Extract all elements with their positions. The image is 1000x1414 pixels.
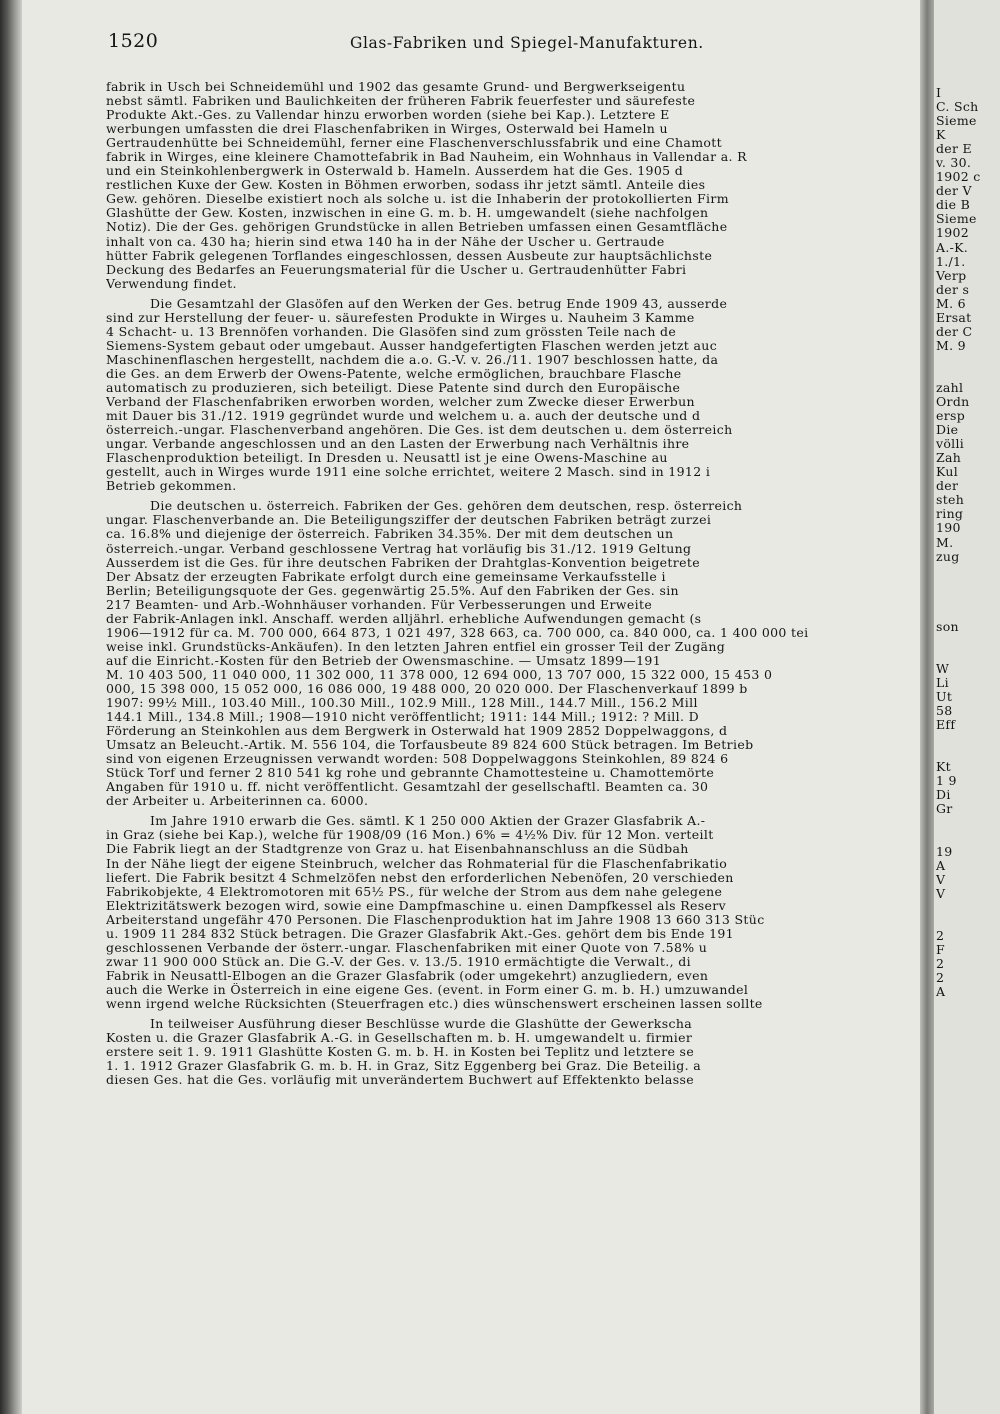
adjacent-page-text: A.-K.: [936, 240, 969, 255]
text-line: Der Absatz der erzeugten Fabrikate erfolgt durch eine gemeinsame Verkaufsstelle i: [106, 569, 666, 584]
paragraph: [106, 814, 926, 1011]
adjacent-page-text: [934, 578, 1000, 592]
text-line: fabrik in Usch bei Schneidemühl und 1902 das gesamte Grund- und Bergwerkseigentu: [106, 80, 686, 94]
adjacent-page-text: [934, 816, 1000, 830]
adjacent-page-text: v. 30.: [936, 156, 972, 171]
text-line: Produkte Akt.-Ges. zu Vallendar hinzu erworben worden (siehe bei Kap.). Letztere E: [106, 108, 670, 123]
text-line: Berlin; Beteiligungsquote der Ges. gegenwärtig 25.5%. Auf den Fabriken der Ges. sin: [106, 583, 679, 598]
adjacent-page-text: 2: [936, 928, 945, 943]
text-line: Fabrikobjekte, 4 Elektromotoren mit 65½ PS., für welche der Strom aus dem nahe gelegene: [106, 884, 723, 899]
adjacent-page-text: F: [936, 942, 945, 957]
page-number: 1520: [108, 30, 159, 52]
adjacent-page-text: der V: [936, 184, 972, 199]
text-line: Förderung an Steinkohlen aus dem Bergwerk in Osterwald hat 1909 2852 Doppelwaggons, d: [106, 724, 728, 739]
text-line: mit Dauer bis 31./12. 1919 gegründet wurde und welchem u. a. auch der deutsche und d: [106, 409, 701, 424]
text-line: und ein Steinkohlenbergwerk in Osterwald b. Hameln. Ausserdem hat die Ges. 1905 d: [106, 164, 684, 179]
page-gutter: [920, 0, 934, 1414]
text-line: der Arbeiter u. Arbeiterinnen ca. 6000.: [106, 794, 369, 809]
text-line: nebst sämtl. Fabriken und Baulichkeiten der früheren Fabrik feuerfester und säurefeste: [106, 94, 696, 109]
adjacent-page-text: K: [936, 128, 946, 143]
adjacent-page-text: ersp: [936, 409, 965, 424]
adjacent-page-text: A: [936, 985, 946, 999]
adjacent-page-text: steh: [936, 493, 965, 508]
adjacent-page-text: W: [936, 661, 950, 676]
text-line: wenn irgend welche Rücksichten (Steuerfragen etc.) dies wünschenswert erscheinen lassen sollte: [106, 997, 763, 1011]
adjacent-page-text: ring: [936, 507, 964, 522]
text-line: Betrieb gekommen.: [106, 479, 237, 494]
text-line: In der Nähe liegt der eigene Steinbruch, welcher das Rohmaterial für die Flaschenfabrikatio: [106, 856, 728, 871]
adjacent-page-text: [934, 915, 1000, 929]
text-line: weise inkl. Grundstücks-Ankäufen). In den letzten Jahren entfiel ein grosser Teil der Zugäng: [106, 639, 726, 654]
text-line: auch die Werke in Österreich in eine eigene Ges. (event. in Form einer G. m. b. H.) umzuwandel: [106, 982, 749, 997]
adjacent-page-text: Sieme: [936, 212, 977, 227]
text-line: Arbeiterstand ungefähr 470 Personen. Die Flaschenproduktion hat im Jahre 1908 13 660 313 Stüc: [106, 912, 765, 927]
adjacent-page-text: Kul: [936, 465, 959, 480]
text-line: fabrik in Wirges, eine kleinere Chamottefabrik in Bad Nauheim, ein Wohnhaus in Vallendar a. R: [106, 150, 747, 165]
text-line: Umsatz an Beleucht.-Artik. M. 556 104, die Torfausbeute 89 824 600 Stück betragen. Im Betrieb: [106, 738, 754, 753]
text-line: Gertraudenhütte bei Schneidemühl, ferner eine Flaschenverschlussfabrik und eine Chamott: [106, 136, 723, 151]
text-line: Elektrizitätswerk bezogen wird, sowie eine Dampfmaschine u. einen Dampfkessel als Reserv: [106, 898, 727, 913]
adjacent-page-text: Li: [936, 675, 949, 690]
adjacent-page-text: 1902 c: [936, 170, 981, 185]
adjacent-page-text: C. Sch: [936, 100, 979, 115]
adjacent-page-text: Di: [936, 788, 951, 803]
adjacent-page-text: son: [936, 619, 959, 634]
text-line: erstere seit 1. 9. 1911 Glashütte Kosten G. m. b. H. in Kosten bei Teplitz und letztere se: [106, 1045, 695, 1060]
text-line: ca. 16.8% und diejenige der österreich. Fabriken 34.35%. Der mit dem deutschen un: [106, 527, 674, 542]
paragraph: [106, 297, 926, 494]
adjacent-page-text: 19: [936, 844, 953, 859]
adjacent-page-text: Sieme: [936, 114, 977, 129]
adjacent-page-text: der C: [936, 324, 973, 339]
text-line: Fabrik in Neusattl-Elbogen an die Grazer Glasfabrik (oder umgekehrt) anzugliedern, even: [106, 968, 709, 983]
body-text: [106, 80, 926, 1087]
text-line: ungar. Verbande angeschlossen und an den Lasten der Erwerbung nach Verhältnis ihre: [106, 437, 690, 452]
adjacent-page-text: [934, 732, 1000, 746]
text-line: sind von eigenen Erzeugnissen verwandt worden: 508 Doppelwaggons Steinkohlen, 89 824 6: [106, 752, 729, 767]
text-line: in Graz (siehe bei Kap.), welche für 1908/09 (16 Mon.) 6% = 4½% Div. für 12 Mon. verteilt: [106, 828, 714, 843]
text-line: österreich.-ungar. Flaschenverband angehören. Die Ges. ist dem deutschen u. dem österreich: [106, 423, 733, 438]
adjacent-page-fragment: [934, 0, 1000, 1414]
adjacent-page-text: [934, 746, 1000, 760]
adjacent-page-text: [934, 606, 1000, 620]
adjacent-page-text: I: [936, 86, 942, 100]
adjacent-page-text: Zah: [936, 451, 962, 466]
document-page: [22, 0, 920, 1414]
adjacent-page-text: der: [936, 479, 959, 494]
text-line: gestellt, auch in Wirges wurde 1911 eine solche errichtet, weitere 2 Masch. sind in 1912 i: [106, 465, 711, 480]
text-line: die Ges. an dem Erwerb der Owens-Patente, welche ermöglichen, brauchbare Flasche: [106, 366, 682, 381]
adjacent-page-text: [934, 564, 1000, 578]
adjacent-page-text: der E: [936, 142, 972, 157]
adjacent-page-text: [934, 353, 1000, 367]
adjacent-page-text: 1 9: [936, 774, 957, 789]
text-line: u. 1909 11 284 832 Stück betragen. Die Grazer Glasfabrik Akt.-Ges. gehört dem bis Ende 191: [106, 926, 734, 941]
adjacent-page-text: 1902: [936, 226, 970, 241]
text-line: hütter Fabrik gelegenen Torflandes eingeschlossen, dessen Ausbeute zur hauptsächlichste: [106, 248, 713, 263]
adjacent-page-text: 2: [936, 956, 945, 971]
text-line: Siemens-System gebaut oder umgebaut. Ausser handgefertigten Flaschen werden jetzt auc: [106, 338, 718, 353]
adjacent-page-text: Eff: [936, 718, 956, 733]
text-line: der Fabrik-Anlagen inkl. Anschaff. werden alljährl. erhebliche Aufwendungen gemacht (s: [106, 611, 702, 626]
text-line: 4 Schacht- u. 13 Brennöfen vorhanden. Die Glasöfen sind zum grössten Teile nach de: [106, 324, 677, 339]
text-line: Die Fabrik liegt an der Stadtgrenze von Graz u. hat Eisenbahnanschluss an die Südbah: [106, 842, 689, 857]
text-line: österreich.-ungar. Verband geschlossene Vertrag hat vorläufig bis 31./12. 1919 Geltung: [106, 541, 692, 556]
text-line: Ausserdem ist die Ges. für ihre deutschen Fabriken der Drahtglas-Konvention beigetrete: [106, 555, 700, 570]
adjacent-page-text: M. 9: [936, 338, 966, 353]
text-line: Die deutschen u. österreich. Fabriken der Ges. gehören dem deutschen, resp. österreich: [150, 499, 743, 514]
adjacent-page-text: völli: [936, 437, 965, 452]
text-line: werbungen umfassten die drei Flaschenfabriken in Wirges, Osterwald bei Hameln u: [106, 122, 668, 137]
text-line: Gew. gehören. Dieselbe existiert noch als solche u. ist die Inhaberin der protokollierten Firm: [106, 192, 729, 207]
text-line: liefert. Die Fabrik besitzt 4 Schmelzöfen nebst den erforderlichen Nebenöfen, 20 verschieden: [106, 870, 734, 885]
adjacent-page-text: zahl: [936, 380, 964, 395]
text-line: M. 10 403 500, 11 040 000, 11 302 000, 11 378 000, 12 694 000, 13 707 000, 15 322 000, 15 453 0: [106, 667, 773, 682]
paragraph: [106, 80, 926, 291]
adjacent-page-text: [934, 367, 1000, 381]
adjacent-page-text: [934, 830, 1000, 844]
adjacent-page-text: zug: [936, 549, 960, 564]
adjacent-page-text: die B: [936, 198, 971, 213]
adjacent-page-text: A: [936, 858, 946, 873]
text-line: sind zur Herstellung der feuer- u. säurefesten Produkte in Wirges u. Nauheim 3 Kamme: [106, 310, 695, 325]
text-line: diesen Ges. hat die Ges. vorläufig mit unverändertem Buchwert auf Effektenkto belasse: [106, 1073, 694, 1088]
text-line: automatisch zu produzieren, sich beteiligt. Diese Patente sind durch den Europäische: [106, 380, 681, 395]
text-line: Glashütte der Gew. Kosten, inzwischen in eine G. m. b. H. umgewandelt (siehe nachfolgen: [106, 206, 709, 221]
text-line: 1. 1. 1912 Grazer Glasfabrik G. m. b. H. in Graz, Sitz Eggenberg bei Graz. Die Beteilig. a: [106, 1059, 702, 1074]
text-line: Verband der Flaschenfabriken erworben worden, welcher zum Zwecke dieser Erwerbun: [106, 395, 695, 410]
text-line: 217 Beamten- und Arb.-Wohnhäuser vorhanden. Für Verbesserungen und Erweite: [106, 597, 653, 612]
adjacent-page-text: [934, 634, 1000, 648]
text-line: inhalt von ca. 430 ha; hierin sind etwa 140 ha in der Nähe der Uscher u. Gertraude: [106, 234, 665, 249]
adjacent-page-text: [934, 901, 1000, 915]
text-line: Kosten u. die Grazer Glasfabrik A.-G. in Gesellschaften m. b. H. umgewandelt u. firmier: [106, 1031, 693, 1046]
adjacent-page-text: [934, 648, 1000, 662]
adjacent-page-text: Ordn: [936, 395, 970, 410]
text-line: geschlossenen Verbande der österr.-ungar. Flaschenfabriken mit einer Quote von 7.58% u: [106, 940, 708, 955]
adjacent-page-text: V: [936, 886, 946, 901]
text-line: 1906—1912 für ca. M. 700 000, 664 873, 1 021 497, 328 663, ca. 700 000, ca. 840 000, ca. 1 400 000 tei: [106, 625, 809, 640]
adjacent-page-text: Gr: [936, 802, 953, 817]
adjacent-page-text: Verp: [936, 268, 967, 283]
text-line: Die Gesamtzahl der Glasöfen auf den Werken der Ges. betrug Ende 1909 43, ausserde: [150, 296, 728, 311]
adjacent-page-text: M.: [936, 535, 954, 550]
adjacent-page-text: 58: [936, 704, 953, 719]
text-line: restlichen Kuxe der Gew. Kosten in Böhmen erworben, sodass ihr jetzt sämtl. Anteile dies: [106, 178, 706, 193]
text-line: Flaschenproduktion beteiligt. In Dresden u. Neusattl ist je eine Owens-Maschine au: [106, 451, 668, 466]
text-line: Im Jahre 1910 erwarb die Ges. sämtl. K 1 250 000 Aktien der Grazer Glasfabrik A.-: [150, 814, 706, 829]
text-line: auf die Einricht.-Kosten für den Betrieb der Owensmaschine. — Umsatz 1899—191: [106, 653, 662, 668]
adjacent-page-text: Ut: [936, 690, 953, 705]
adjacent-page-text: [934, 592, 1000, 606]
text-line: Deckung des Bedarfes an Feuerungsmaterial für die Uscher u. Gertraudenhütter Fabri: [106, 262, 687, 277]
text-line: Maschinenflaschen hergestellt, nachdem die a.o. G.-V. v. 26./11. 1907 beschlossen hatte, da: [106, 352, 719, 367]
text-line: Angaben für 1910 u. ff. nicht veröffentlicht. Gesamtzahl der gesellschaftl. Beamten ca. 30: [106, 780, 709, 795]
adjacent-page-text: Kt: [936, 760, 951, 775]
running-title: Glas-Fabriken und Spiegel-Manufakturen.: [350, 34, 704, 52]
scan-binding-shadow: [0, 0, 22, 1414]
text-line: Stück Torf und ferner 2 810 541 kg rohe und gebrannte Chamottesteine u. Chamottemörte: [106, 766, 715, 781]
text-line: Verwendung findet.: [106, 276, 237, 291]
adjacent-page-text: Die: [936, 423, 959, 438]
adjacent-page-text: 1./1.: [936, 254, 966, 269]
text-line: zwar 11 900 000 Stück an. Die G.-V. der Ges. v. 13./5. 1910 ermächtigte die Verwalt., di: [106, 954, 691, 969]
adjacent-page-text: Ersat: [936, 310, 972, 325]
adjacent-page-text: der s: [936, 282, 970, 297]
text-line: 000, 15 398 000, 15 052 000, 16 086 000, 19 488 000, 20 020 000. Der Flaschenverkauf 1899 b: [106, 681, 748, 696]
text-line: In teilweiser Ausführung dieser Beschlüsse wurde die Glashütte der Gewerkscha: [150, 1017, 693, 1032]
text-line: Notiz). Die der Ges. gehörigen Grundstücke in allen Betrieben umfassen einen Gesamtfläche: [106, 220, 728, 235]
adjacent-page-text: V: [936, 872, 946, 887]
adjacent-page-text: 190: [936, 521, 961, 536]
paragraph: [106, 1017, 926, 1087]
paragraph: [106, 499, 926, 808]
adjacent-page-text: M. 6: [936, 296, 966, 311]
text-line: 1907: 99½ Mill., 103.40 Mill., 100.30 Mill., 102.9 Mill., 128 Mill., 144.7 Mill., 156.2 Mill: [106, 696, 698, 711]
text-line: ungar. Flaschenverbande an. Die Beteiligungsziffer der deutschen Fabriken beträgt zurzei: [106, 513, 712, 528]
adjacent-page-text: 2: [936, 970, 945, 985]
text-line: 144.1 Mill., 134.8 Mill.; 1908—1910 nicht veröffentlicht; 1911: 144 Mill.; 1912: ? Mill. D: [106, 710, 700, 725]
